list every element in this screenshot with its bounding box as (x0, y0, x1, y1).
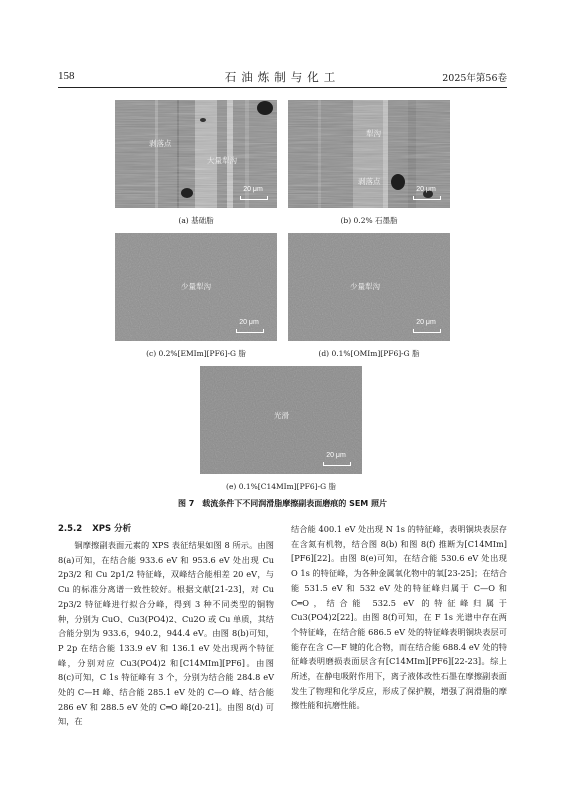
label-peel-point: 剥落点 (149, 139, 172, 148)
section-title: XPS 分析 (92, 524, 132, 534)
sem-panel-a (115, 100, 277, 208)
label-few-grooves-d: 少量犁沟 (350, 282, 380, 291)
figure-title: 图 7 载流条件下不同润滑脂摩擦副表面磨痕的 SEM 照片 (177, 499, 388, 508)
scale-bar-c: 20 μm (229, 319, 269, 335)
label-few-grooves-c: 少量犁沟 (181, 282, 211, 291)
left-column (58, 522, 274, 729)
page-header (0, 0, 565, 90)
sem-panel-c (115, 233, 277, 341)
label-many-grooves: 大量犁沟 (207, 156, 237, 165)
journal-title: 石油炼制与化工 (224, 70, 341, 84)
issue-label: 2025年第56卷 (442, 73, 507, 84)
caption-c: (c) 0.2%[EMIm][PF6]-G 脂 (146, 349, 246, 358)
header-rule (58, 87, 507, 88)
section-heading (58, 522, 274, 536)
right-column (291, 522, 507, 713)
scale-bar-e: 20 μm (316, 452, 356, 468)
section-number: 2.5.2 (58, 524, 83, 534)
sem-panel-d (288, 233, 450, 341)
scale-bar-b: 20 μm (406, 186, 446, 202)
caption-a: (a) 基础脂 (178, 216, 214, 225)
left-paragraph: 铜摩擦副表面元素的 XPS 表征结果如图 8 所示。由图 8(a)可知，在结合能 933.6 eV 和 953.6 eV 处出现 Cu 2p3/2 和 Cu 2p1/2 特征峰，双峰结合能相差 20 eV，与 Cu 的标准分离谱一致性较好。根据文献[21-23]，对 Cu 2p3/2 特征峰进行拟合分峰，得到 3 种不同类型的铜物种，分别为 CuO、Cu3(PO4)2、Cu2O 或 Cu 单质，其结合能分别为 933.6，940.2，944.4 eV。由图 8(b)可知，P 2p 在结合能 133.9 eV 和 136.1 eV 处出现两个特征峰，分别对应 Cu3(PO4)2 和[C14MIm][PF6]。由图 8(c)可知，C 1s 特征峰有 3 个，分别为结合能 284.8 eV 处的 C—H 峰、结合能 285.1 eV 处的 C—O 峰、结合能 286 eV 和 288.5 eV 处的 C═O 峰[20-21]。由图 8(d) 可知，在 (58, 540, 274, 727)
label-grooves: 犁沟 (366, 129, 381, 138)
sem-panel-b (288, 100, 450, 208)
caption-d: (d) 0.1%[OMIm][PF6]-G 脂 (318, 349, 420, 358)
caption-b: (b) 0.2% 石墨脂 (340, 216, 398, 225)
caption-e: (e) 0.1%[C14MIm][PF6]-G 脂 (226, 482, 336, 491)
scale-bar-d: 20 μm (406, 319, 446, 335)
right-paragraph: 结合能 400.1 eV 处出现 N 1s 的特征峰，表明铜块表层存在含氮有机物，结合图 8(b) 和图 8(f) 推断为[C14MIm][PF6][22]。由图 8(e)可知，在结合能 530.6 eV 处出现 O 1s 的特征峰，为各种金属氧化物中的氧[23-25]；在结合能 531.5 eV 和 532 eV 处的特征峰归属于 C—O 和 C═O，结合能 532.5 eV 的特征峰归属于 Cu3(PO4)2[22]。由图 8(f)可知，在 F 1s 光谱中存在两个特征峰，在结合能 686.5 eV 处的特征峰表明铜块表层可能存在含 C—F 键的化合物，而在结合能 688.4 eV 处的特征峰表明磨损表面层含有[C14MIm][PF6][22-23]。综上所述，在静电吸附作用下，离子液体改性石墨在摩擦副表面发生了物理和化学反应，形成了保护膜，增强了润滑脂的摩擦性能和抗磨性能。 (291, 524, 507, 711)
scale-bar-a: 20 μm (233, 186, 273, 202)
label-peel-point-b: 剥落点 (358, 177, 381, 186)
page-number: 158 (58, 70, 75, 82)
sem-panel-e (200, 366, 362, 474)
label-smooth: 光滑 (274, 411, 289, 420)
